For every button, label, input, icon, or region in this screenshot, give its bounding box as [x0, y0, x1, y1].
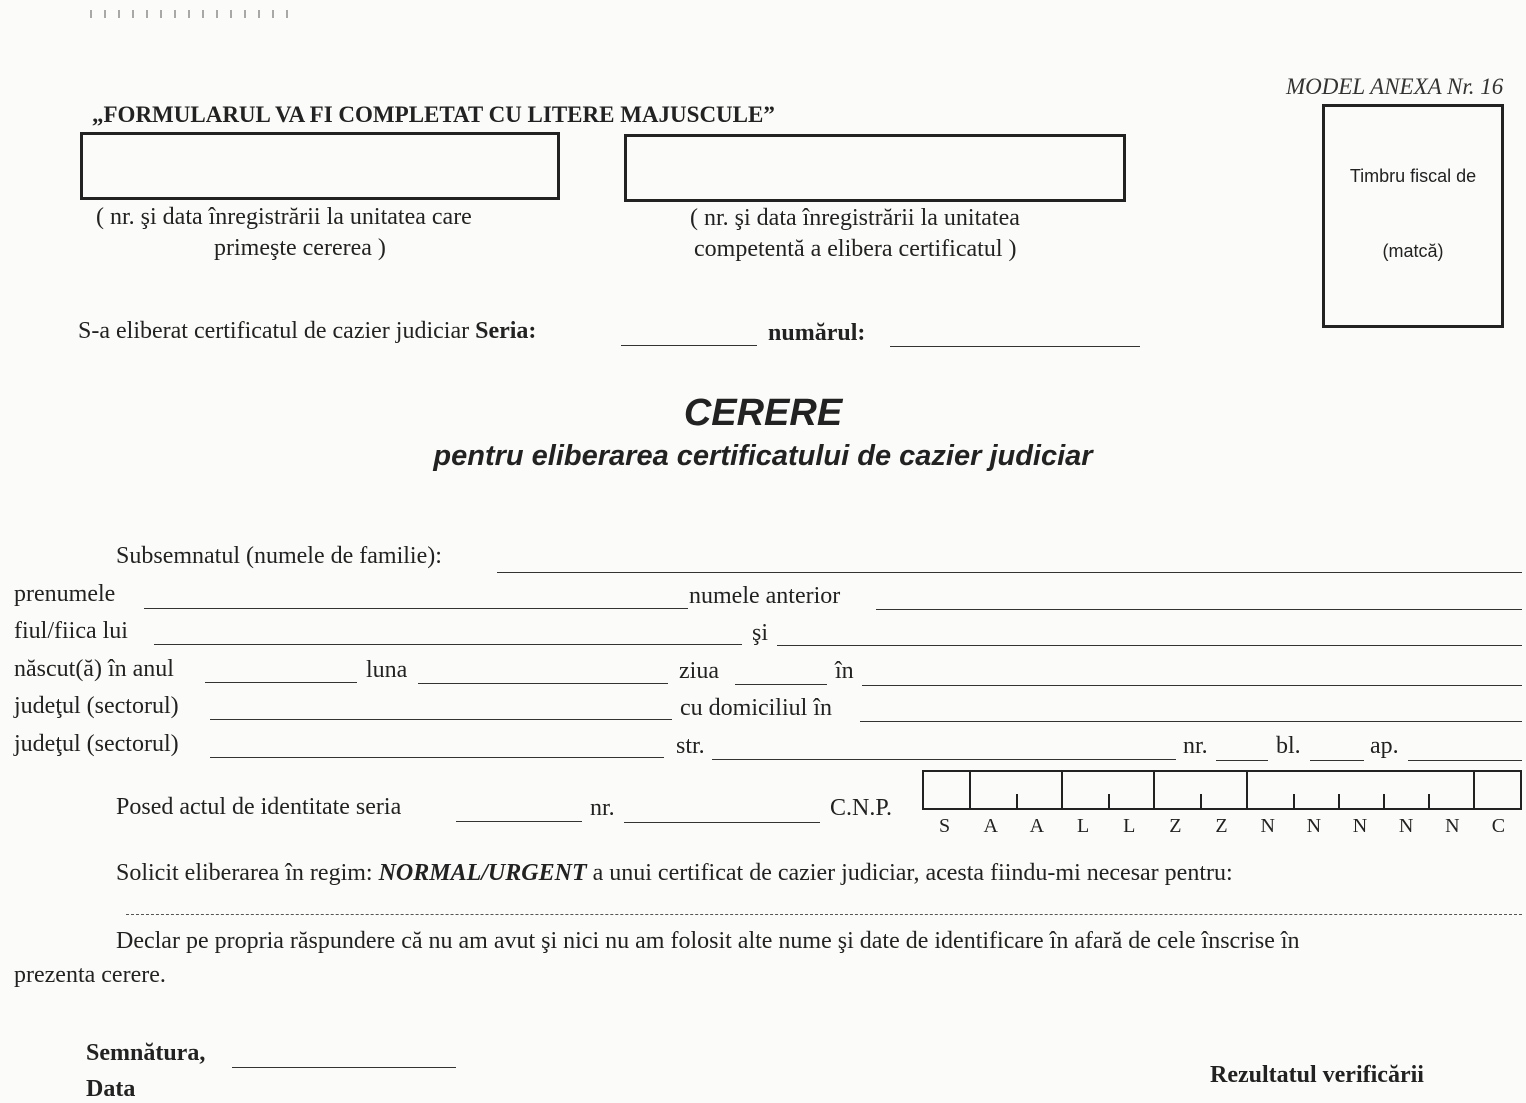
instruction-text: „FORMULARUL VA FI COMPLETAT CU LITERE MAJUSCULE” [92, 102, 775, 127]
previous-name-label: numele anterior [689, 583, 841, 609]
surname-label: Subsemnatul (numele de familie): [116, 543, 442, 569]
cnp-cell-year[interactable] [969, 772, 1016, 808]
scan-artifact [90, 10, 300, 18]
birth-month-field[interactable] [418, 683, 668, 684]
id-series-label: Posed actul de identitate seria [116, 794, 402, 820]
fiscal-stamp-label: Timbru fiscal de [1349, 166, 1477, 186]
father-name-field[interactable] [154, 644, 742, 645]
page-title: CERERE [683, 392, 843, 434]
declaration-line2: prezenta cerere. [14, 962, 166, 988]
cnp-cell-number[interactable] [1338, 772, 1383, 808]
cnp-letter: C [1491, 815, 1507, 837]
declaration-line1: Declar pe propria răspundere că nu am avut şi nici nu am folosit alte nume şi date de identificare în afară de cele înscrise în [116, 928, 1300, 954]
cnp-label: C.N.P. [830, 795, 893, 821]
cnp-letter: S [939, 815, 952, 837]
cnp-cell-day[interactable] [1153, 772, 1200, 808]
number-field[interactable] [890, 346, 1140, 347]
house-number-field[interactable] [1216, 760, 1268, 761]
request-suffix: a unui certificat de cazier judiciar, acesta fiindu-mi necesar pentru: [592, 860, 1233, 886]
cnp-cell-month[interactable] [1108, 772, 1153, 808]
first-name-field[interactable] [144, 608, 688, 609]
page-subtitle: pentru eliberarea certificatului de cazier judiciar [433, 440, 1093, 472]
cnp-cell-sex[interactable] [924, 772, 969, 808]
cnp-letter: N [1445, 815, 1461, 837]
birth-day-label: ziua [679, 658, 719, 684]
street-label: str. [676, 733, 705, 759]
number-label: numărul: [768, 320, 866, 346]
birth-day-field[interactable] [735, 684, 827, 685]
cnp-cell-day[interactable] [1200, 772, 1245, 808]
id-number-label: nr. [590, 795, 615, 821]
request-line [116, 860, 1233, 887]
registration-box1-caption-line2: primeşte cererea ) [214, 235, 386, 261]
registration-box-competent-unit[interactable] [624, 134, 1126, 202]
cnp-cell-number[interactable] [1383, 772, 1428, 808]
surname-field[interactable] [497, 572, 1522, 573]
birth-place-field[interactable] [862, 685, 1522, 686]
registration-box2-caption-line1: ( nr. şi data înregistrării la unitatea [690, 205, 1020, 231]
block-field[interactable] [1310, 760, 1364, 761]
date-label: Data [86, 1076, 136, 1102]
cnp-letter: A [983, 815, 999, 837]
signature-field[interactable] [232, 1067, 456, 1068]
cnp-cell-year[interactable] [1016, 772, 1061, 808]
cnp-letter: N [1398, 815, 1415, 837]
birth-month-label: luna [366, 657, 408, 683]
registration-box2-caption-line2: competentă a elibera certificatul ) [694, 236, 1017, 262]
model-annex-label: MODEL ANEXA Nr. 16 [1286, 74, 1504, 99]
cnp-cell-number[interactable] [1246, 772, 1293, 808]
birth-county-field[interactable] [210, 719, 672, 720]
cnp-letter: N [1260, 815, 1276, 837]
child-of-label: fiul/fiica lui [14, 618, 128, 644]
cnp-letter: L [1076, 815, 1091, 837]
cnp-cell-number[interactable] [1293, 772, 1338, 808]
cnp-legend [922, 815, 1522, 838]
registration-box-receiving-unit[interactable] [80, 132, 560, 200]
domicile-county-label: judeţul (sectorul) [14, 731, 179, 757]
issued-prefix-text: S-a eliberat certificatul de cazier judiciar [78, 318, 470, 344]
registration-box1-caption-line1: ( nr. şi data înregistrării la unitatea care [96, 204, 472, 230]
mother-name-field[interactable] [777, 645, 1522, 646]
cnp-letter: N [1306, 815, 1323, 837]
verification-result-label: Rezultatul verificării [1210, 1062, 1424, 1088]
birth-year-label: născut(ă) în anul [14, 656, 174, 682]
signature-label: Semnătura, [86, 1040, 206, 1066]
cnp-letter: Z [1169, 815, 1183, 837]
birth-county-label: judeţul (sectorul) [14, 693, 179, 719]
fiscal-stamp-sublabel: (matcă) [1382, 241, 1444, 261]
cnp-letter: Z [1215, 815, 1229, 837]
id-series-field[interactable] [456, 821, 582, 822]
cnp-letter: N [1352, 815, 1369, 837]
series-field[interactable] [621, 345, 757, 346]
cnp-letter: L [1123, 815, 1137, 837]
previous-name-field[interactable] [876, 609, 1522, 610]
birth-place-label: în [835, 658, 854, 684]
cnp-grid[interactable] [922, 770, 1522, 810]
request-prefix: Solicit eliberarea în regim: [116, 860, 373, 886]
domicile-field[interactable] [860, 721, 1522, 722]
cnp-cell-control[interactable] [1473, 772, 1520, 808]
series-label: Seria: [475, 318, 537, 344]
purpose-field[interactable] [126, 914, 1522, 915]
apartment-field[interactable] [1408, 760, 1522, 761]
first-name-label: prenumele [14, 581, 116, 607]
house-number-label: nr. [1183, 733, 1208, 759]
street-field[interactable] [712, 759, 1176, 760]
request-mode[interactable]: NORMAL/URGENT [378, 860, 587, 886]
issued-prefix [78, 318, 536, 345]
fiscal-stamp-box [1322, 104, 1504, 328]
cnp-cell-month[interactable] [1061, 772, 1108, 808]
apartment-label: ap. [1370, 733, 1399, 759]
birth-year-field[interactable] [205, 682, 357, 683]
domicile-label: cu domiciliul în [680, 695, 832, 721]
cnp-letter: A [1029, 815, 1046, 837]
and-label: şi [752, 620, 769, 646]
id-number-field[interactable] [624, 822, 820, 823]
domicile-county-field[interactable] [210, 757, 664, 758]
block-label: bl. [1276, 733, 1301, 759]
cnp-cell-number[interactable] [1428, 772, 1473, 808]
